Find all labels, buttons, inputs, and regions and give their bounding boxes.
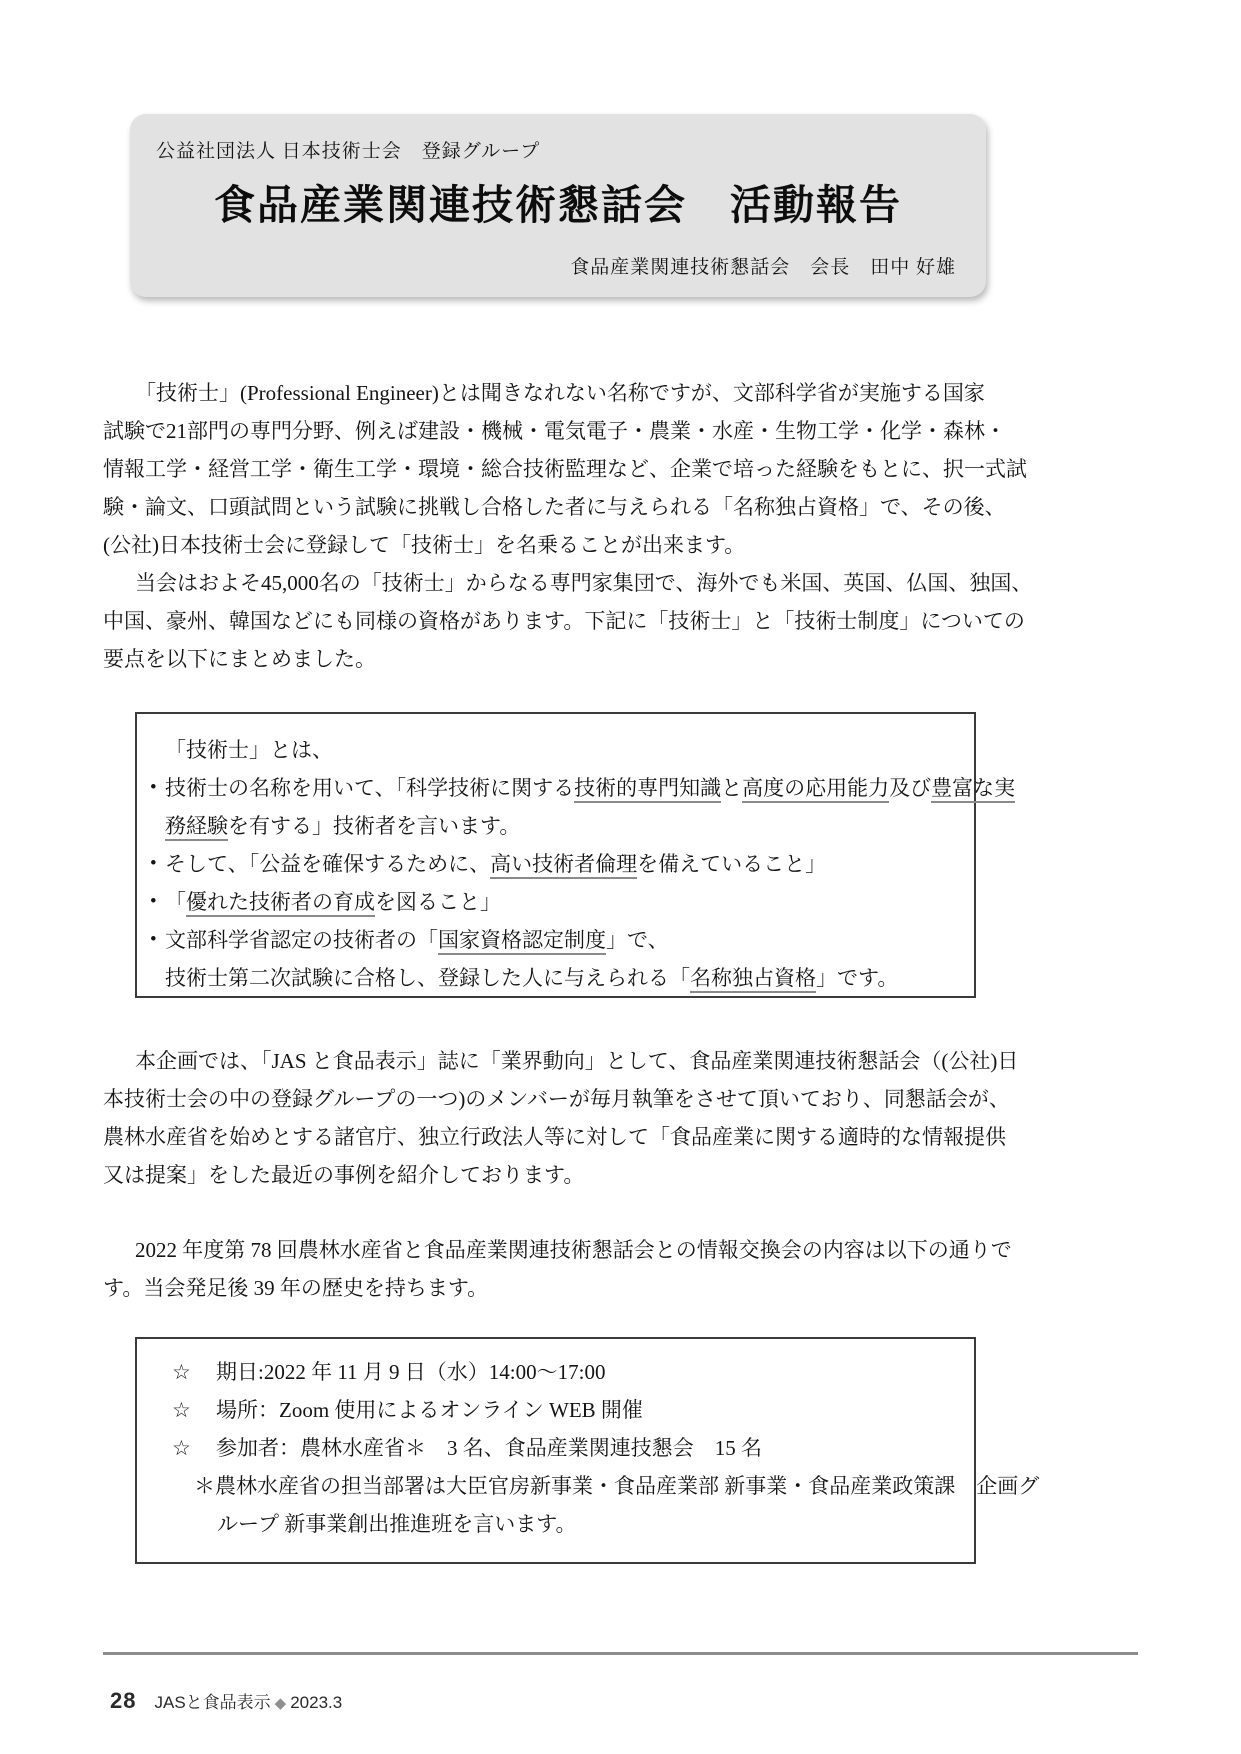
footnote-line: ループ 新事業創出推進班を言います。 <box>217 1512 577 1536</box>
text-segment: と <box>721 776 743 800</box>
continuation-line <box>137 959 974 997</box>
underlined-text: 技術的専門知識 <box>574 776 721 803</box>
text-line: 又は提案」をした最近の事例を紹介しております。 <box>103 1163 585 1187</box>
text-line: 当会はおよそ45,000名の「技術士」からなる専門家集団で、海外でも米国、英国、仏国、独国、 <box>135 571 1033 595</box>
detail-line-place <box>137 1391 974 1429</box>
journal-name: JASと食品表示 <box>154 1693 271 1712</box>
box-heading <box>137 731 974 769</box>
underlined-text: 豊富な実 <box>931 776 1015 803</box>
star-icon: ☆ <box>172 1398 191 1422</box>
text-segment: 」です。 <box>816 966 899 990</box>
bullet-line <box>137 769 1016 807</box>
project-paragraph <box>103 1042 1143 1194</box>
text-line: 情報工学・経営工学・衛生工学・環境・総合技術監理など、企業で培った経験をもとに、択一式試 <box>103 457 1027 481</box>
footnote-line: ＊農林水産省の担当部署は大臣官房新事業・食品産業部 新事業・食品産業政策課 企画グ <box>194 1474 1040 1498</box>
text-segment: 技術士第二次試験に合格し、登録した人に与えられる「 <box>165 966 690 990</box>
bullet-line <box>137 921 974 959</box>
text-segment: 参加者：農林水産省＊ 3 名、食品産業関連技懇会 15 名 <box>216 1436 762 1460</box>
text-segment: を図ること」 <box>375 890 501 914</box>
text-segment: 場所：Zoom 使用によるオンライン WEB 開催 <box>216 1398 643 1422</box>
text-segment: 」で、 <box>606 928 669 952</box>
underlined-text: 優れた技術者の育成 <box>186 890 375 917</box>
star-icon: ☆ <box>172 1436 191 1460</box>
text-segment: 期日:2022 年 11 月 9 日（水）14:00～17:00 <box>216 1360 606 1384</box>
bullet-icon: • <box>150 891 157 912</box>
text-line: 試験で21部門の専門分野、例えば建設・機械・電気電子・農業・水産・生物工学・化学・森林・ <box>103 419 1006 443</box>
bullet-icon: • <box>150 929 157 950</box>
text-segment: 技術士の名称を用いて、「科学技術に関する <box>165 776 575 800</box>
footer-divider <box>103 1652 1138 1655</box>
underlined-text: 高度の応用能力 <box>742 776 889 803</box>
bullet-line <box>137 845 974 883</box>
box-heading-text: 「技術士」とは、 <box>165 738 333 762</box>
bullet-icon: • <box>150 853 157 874</box>
text-line: (公社)日本技術士会に登録して「技術士」を名乗ることが出来ます。 <box>103 533 746 557</box>
continuation-line <box>137 807 974 845</box>
definition-box <box>135 712 1016 998</box>
underlined-text: 国家資格認定制度 <box>438 928 606 955</box>
intro-paragraphs <box>103 374 1143 678</box>
text-line: 「技術士」(Professional Engineer)とは聞きなれない名称ですが、文部科学省が実施する国家 <box>135 381 985 405</box>
meeting-details-box <box>135 1337 1040 1564</box>
detail-line-date <box>137 1353 974 1391</box>
text-line: 中国、豪州、韓国などにも同様の資格があります。下記に「技術士」と「技術士制度」についての <box>103 609 1025 633</box>
page-title: 食品産業関連技術懇話会 活動報告 <box>214 182 902 228</box>
meeting-summary-paragraph <box>103 1231 1143 1307</box>
issue-number: 2023.3 <box>290 1693 343 1712</box>
text-segment: を有する」技術者を言います。 <box>228 814 521 838</box>
underlined-text: 高い技術者倫理 <box>490 852 637 879</box>
author-byline: 食品産業関連技術懇話会 会長 田中 好雄 <box>570 257 956 278</box>
text-line: 要点を以下にまとめました。 <box>103 647 376 671</box>
star-icon: ☆ <box>172 1360 191 1384</box>
text-line: す。当会発足後 39 年の歴史を持ちます。 <box>103 1276 489 1300</box>
text-line: 農林水産省を始めとする諸官庁、独立行政法人等に対して「食品産業に関する適時的な情報提供 <box>103 1125 1006 1149</box>
underlined-text: 名称独占資格 <box>690 966 816 993</box>
page-number: 28 <box>110 1688 137 1713</box>
text-segment: 「 <box>165 890 186 914</box>
underlined-text: 務経験 <box>165 814 228 841</box>
footer <box>110 1688 342 1714</box>
header-box <box>130 114 986 297</box>
text-line: 験・論文、口頭試問という試験に挑戦し合格した者に与えられる「名称独占資格」で、その後、 <box>103 495 1006 519</box>
text-line: 2022 年度第 78 回農林水産省と食品産業関連技術懇話会との情報交換会の内容は以下の通りで <box>135 1238 1012 1262</box>
text-line: 本企画では、「JAS と食品表示」誌に「業界動向」として、食品産業関連技術懇話会（(公社)日 <box>135 1049 1019 1073</box>
text-segment: を備えていること」 <box>637 852 827 876</box>
text-segment: 及び <box>889 776 932 800</box>
detail-line-participants <box>137 1429 974 1467</box>
text-segment: 文部科学省認定の技術者の「 <box>165 928 438 952</box>
diamond-icon: ◆ <box>274 1695 287 1712</box>
text-segment: そして、「公益を確保するために、 <box>165 852 491 876</box>
organization-line: 公益社団法人 日本技術士会 登録グループ <box>156 141 541 162</box>
bullet-icon: • <box>150 777 157 798</box>
bullet-line <box>137 883 974 921</box>
text-line: 本技術士会の中の登録グループの一つ)のメンバーが毎月執筆をさせて頂いており、同懇話会が、 <box>103 1087 1010 1111</box>
